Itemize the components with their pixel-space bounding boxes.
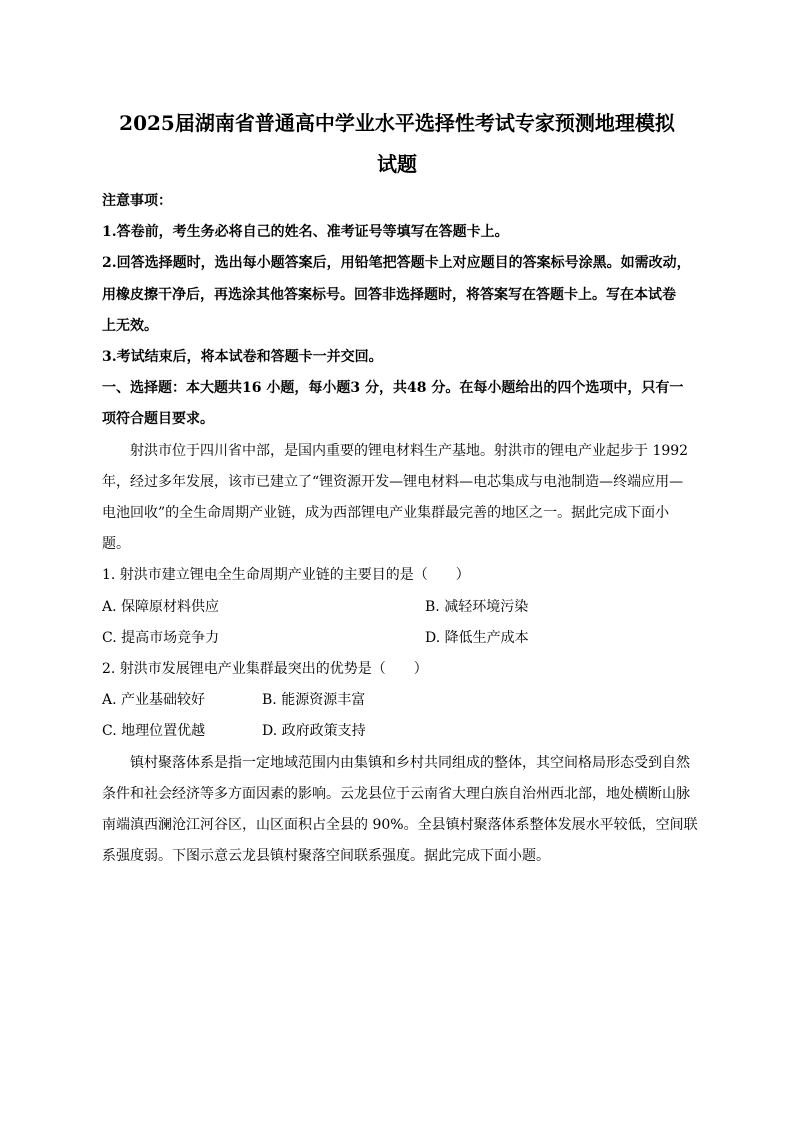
- passage-1-line-3: 电池回收”的全生命周期产业链，成为西部锂电产业集群最完善的地区之一。据此完成下面小: [102, 505, 670, 521]
- question-2-stem: 2. 射洪市发展锂电产业集群最突出的优势是（ ）: [102, 661, 428, 677]
- passage-1-line-4: 题。: [102, 536, 130, 552]
- passage-2-line-3: 南端滇西澜沧江河谷区，山区面积占全县的 90%。全县镇村聚落体系整体发展水平较低，空间联: [102, 817, 698, 833]
- notice-item-3: 3.考试结束后，将本试卷和答题卡一并交回。: [102, 349, 383, 365]
- notice-item-2-line-3: 上无效。: [102, 318, 158, 334]
- passage-1-line-2: 年，经过多年发展，该市已建立了“锂资源开发—锂电材料—电芯集成与电池制造—终端应用—: [102, 474, 684, 490]
- question-2-option-a: A. 产业基础较好: [102, 692, 206, 708]
- notice-item-1: 1.答卷前，考生务必将自己的姓名、准考证号等填写在答题卡上。: [102, 224, 509, 240]
- passage-2-line-1: 镇村聚落体系是指一定地域范围内由集镇和乡村共同组成的整体，其空间格局形态受到自然: [130, 755, 690, 771]
- notice-heading: 注意事项：: [102, 193, 172, 209]
- question-1-option-b: B. 减轻环境污染: [425, 599, 529, 615]
- section-heading-line-2: 项符合题目要求。: [102, 411, 214, 427]
- question-1-option-c: C. 提高市场竞争力: [102, 630, 220, 646]
- notice-item-2-line-1: 2.回答选择题时，选出每小题答案后，用铅笔把答题卡上对应题目的答案标号涂黑。如需改动，: [102, 255, 691, 271]
- question-1-option-d: D. 降低生产成本: [425, 630, 529, 646]
- question-2-option-c: C. 地理位置优越: [102, 723, 206, 739]
- section-heading-line-1: 一、选择题：本大题共16 小题，每小题3 分，共48 分。在每小题给出的四个选项中，只有一: [102, 380, 684, 396]
- question-2-option-b: B. 能源资源丰富: [262, 692, 366, 708]
- notice-item-2-line-2: 用橡皮擦干净后，再选涂其他答案标号。回答非选择题时，将答案写在答题卡上。写在本试卷: [102, 287, 676, 303]
- passage-2-line-4: 系强度弱。下图示意云龙县镇村聚落空间联系强度。据此完成下面小题。: [102, 848, 550, 864]
- passage-2-line-2: 条件和社会经济等多方面因素的影响。云龙县位于云南省大理白族自治州西北部，地处横断山脉: [102, 786, 690, 802]
- question-1-stem: 1. 射洪市建立锂电全生命周期产业链的主要目的是（ ）: [102, 567, 470, 583]
- passage-1-line-1: 射洪市位于四川省中部，是国内重要的锂电材料生产基地。射洪市的锂电产业起步于 1992: [130, 443, 689, 459]
- question-1-option-a: A. 保障原材料供应: [102, 599, 220, 615]
- document-title-line-2: 试题: [377, 152, 417, 176]
- question-2-option-d: D. 政府政策支持: [262, 723, 366, 739]
- document-title-line-1: 2025届湖南省普通高中学业水平选择性考试专家预测地理模拟: [119, 111, 675, 135]
